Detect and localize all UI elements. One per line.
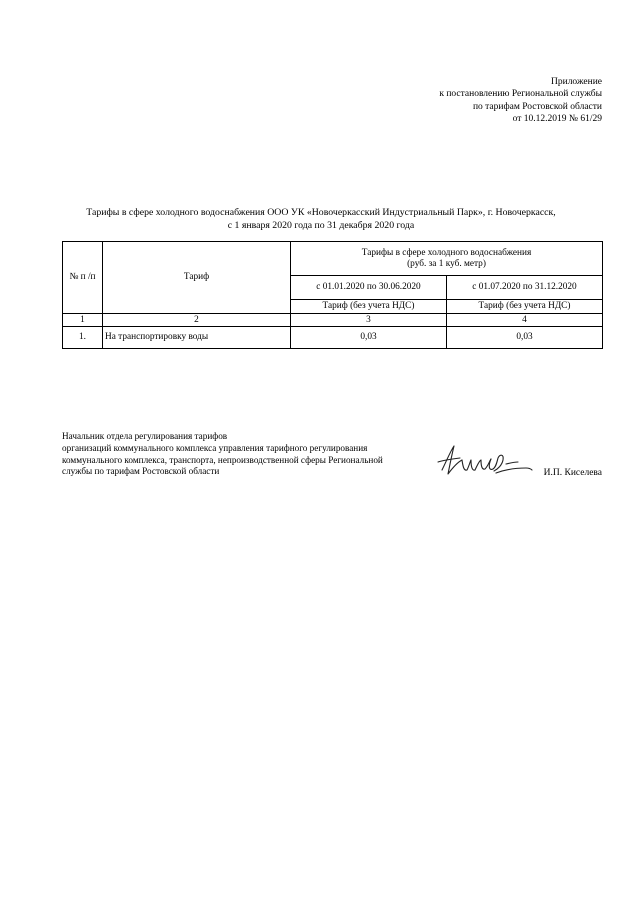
header-group-unit: (руб. за 1 куб. метр) (407, 258, 486, 269)
signer-line: службы по тарифам Ростовской области (62, 466, 220, 477)
header-vat-2: Тариф (без учета НДС) (447, 300, 603, 314)
title-line-1: Тарифы в сфере холодного водоснабжения ООО УК «Новочеркасский Индустриальный Парк», г. Новочеркасск, (86, 207, 556, 218)
header-period-2: с 01.07.2020 по 31.12.2020 (447, 276, 603, 300)
column-number: 2 (103, 314, 291, 327)
signer-line: Начальник отдела регулирования тарифов (62, 431, 228, 441)
signer-line: организаций коммунального комплекса управления тарифного регулирования (62, 442, 368, 453)
column-number: 1 (63, 314, 103, 327)
title-line-2: с 1 января 2020 года по 31 декабря 2020 года (227, 219, 415, 231)
header-group-title: Тарифы в сфере холодного водоснабжения (361, 247, 532, 258)
handwritten-signature (436, 440, 534, 484)
header-group (291, 242, 603, 276)
tariffs-table (62, 241, 603, 349)
appendix-line: по тарифам Ростовской области (472, 101, 602, 112)
row-value-2: 0,03 (447, 327, 603, 349)
signer-line: коммунального комплекса, транспорта, непроизводственной сферы Региональной (62, 454, 383, 465)
row-name: На транспортировку воды (103, 327, 291, 349)
appendix-line: от 10.12.2019 № 61/29 (512, 114, 602, 125)
appendix-line: к постановлению Региональной службы (439, 89, 602, 100)
column-number: 3 (291, 314, 447, 327)
signer-position (62, 431, 422, 478)
header-num: № п /п (63, 242, 103, 314)
signer-name: И.П. Киселева (543, 468, 602, 478)
appendix-line: Приложение (551, 77, 602, 87)
column-number: 4 (447, 314, 603, 327)
appendix-block (302, 76, 602, 126)
header-tariff: Тариф (103, 242, 291, 314)
table-row (63, 327, 603, 349)
row-value-1: 0,03 (291, 327, 447, 349)
header-vat-1: Тариф (без учета НДС) (291, 300, 447, 314)
document-title (60, 207, 582, 232)
row-num: 1. (63, 327, 103, 349)
header-period-1: с 01.01.2020 по 30.06.2020 (291, 276, 447, 300)
